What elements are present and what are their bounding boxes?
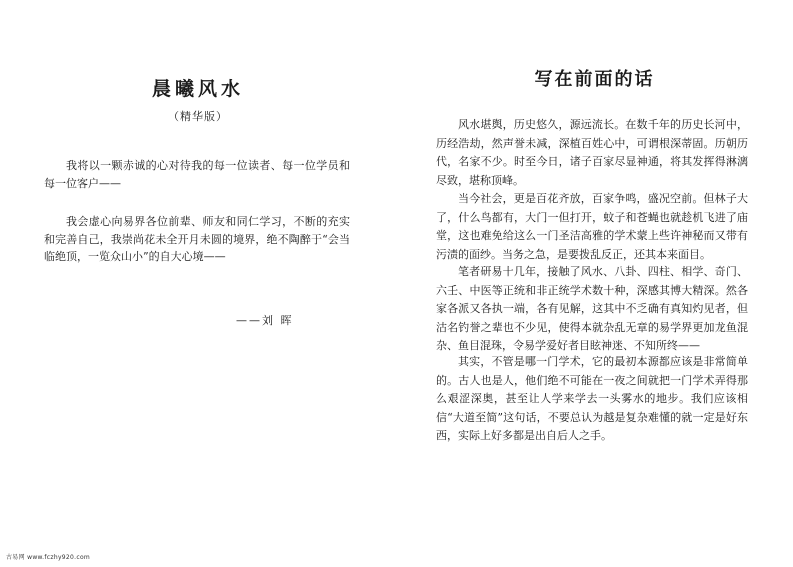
foreword-paragraph-4: 其实，不管是哪一门学术，它的最初本源都应该是非常简单的。古人也是人，他们绝不可能在一夜之间就把一门学术弄得那么艰涩深奥，甚至让人学来学去一头雾水的地步。我们应该相信“大道至简”这句话，不要总认为越是复杂难懂的就一定是好东西，实际上好多都是出自后人之手。 (436, 355, 748, 442)
foreword-title: 写在前面的话 (534, 69, 655, 90)
site-watermark: 古易网 www.fczhy920.com (6, 554, 91, 561)
right-page (396, 0, 793, 567)
dedication-paragraph-1: 我将以一颗赤诚的心对待我的每一位读者、每一位学员和每一位客户—— (44, 159, 350, 190)
foreword-paragraph-1: 风水堪舆，历史悠久，源远流长。在数千年的历史长河中，历经浩劫，然声誉未减，深植百姓心中，可谓根深蒂固。历朝历代，名家不少。时至今日，诸子百家尽显神通，将其发挥得淋漓尽致，堪称顶峰。 (436, 118, 748, 187)
left-page (0, 0, 396, 567)
dedication-paragraph-2: 我会虚心向易界各位前辈、师友和同仁学习，不断的充实和完善自己，我崇尚花未全开月未圆的境界，绝不陶醉于“会当临绝顶，一览众山小”的自大心境—— (44, 215, 350, 263)
foreword-paragraph-3: 笔者研易十几年，接触了风水、八卦、四柱、相学、奇门、六壬、中医等正统和非正统学术数十种，深感其博大精深。然各家各派又各执一端，各有见解，这其中不乏确有真知灼见者，但沽名钓誉之辈也不少见，使得本就杂乱无章的易学界更加龙鱼混杂、鱼目混珠，令易学爱好者目眩神迷、不知所终—— (436, 265, 748, 352)
foreword-paragraph-2: 当今社会，更是百花齐放，百家争鸣，盛况空前。但林子大了，什么鸟都有，大门一但打开，蚊子和苍蝇也就趁机飞进了庙堂，这也难免给这么一门圣洁高雅的学术蒙上些许神秘而又带有污渍的面纱。当务之急，是要拨乱反正，还其本来面目。 (436, 192, 748, 261)
book-title: 晨曦风水 (151, 78, 244, 100)
author-signature: ——刘 晖 (236, 314, 294, 327)
book-edition: （精华版） (168, 110, 228, 123)
